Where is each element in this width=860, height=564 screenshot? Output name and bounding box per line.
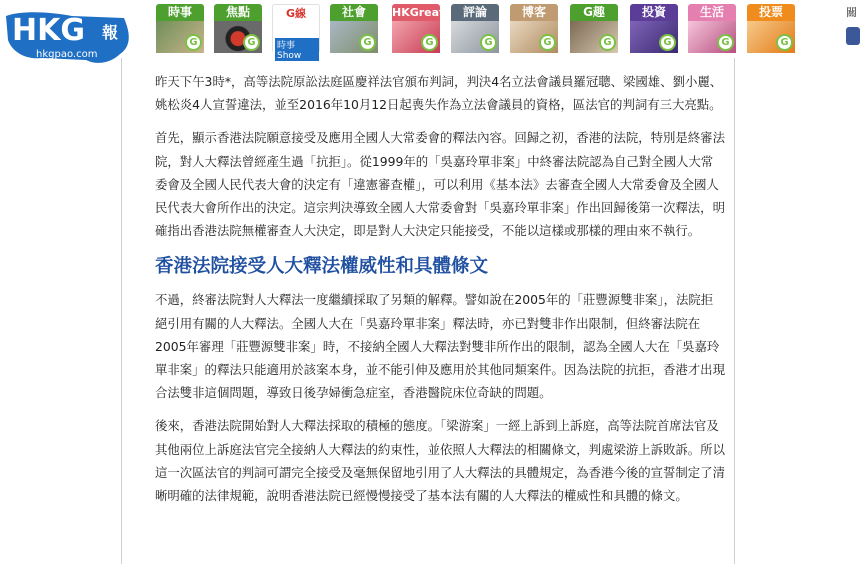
nav-tile-fun[interactable] (570, 4, 618, 53)
nav-tile-vote[interactable] (747, 4, 795, 53)
gline-subtitle: 時事Show (275, 38, 319, 61)
nav-label: 焦點 (225, 5, 250, 19)
paragraph: 首先，顯示香港法院願意接受及應用全國人大常委會的釋法內容。回歸之初，香港的法院，特別是終審法院，對人大釋法曾經產生過「抗拒」。從1999年的「吳嘉玲單非案」中終審法院認為自己對全國人大常委會及全國人民代表大會的決定有「違憲審查權」，可以利用《基本法》去審查全國人大常委會及全國人民代表大會所作出的決定。這宗判決導致全國人大常委會對「吳嘉玲單非案」作出回歸後第一次釋法，明確指出香港法院無權審查人大決定，即是對人大決定只能接受，不能以這樣或那樣的理由來不執行。 (155, 130, 725, 239)
article-content (155, 70, 725, 517)
nav-tile-commentary[interactable] (451, 4, 499, 53)
g-badge-icon: G (659, 34, 676, 51)
paragraph: 昨天下午3時*，高等法院原訟法庭區慶祥法官頒布判詞，判決4名立法會議員羅冠聰、梁國雄、劉小麗、姚松炎4人宣誓違法，並至2016年10月12日起喪失作為立法會議員的資格，區法官的判詞有三大亮點。 (155, 74, 723, 113)
g-badge-icon: G (480, 34, 497, 51)
nav-label: 博客 (521, 5, 546, 19)
nav-tile-news[interactable] (156, 4, 204, 53)
g-badge-icon: G (599, 34, 616, 51)
right-edge-panel (842, 0, 859, 58)
g-badge-icon: G (717, 34, 734, 51)
facebook-icon[interactable] (846, 27, 860, 45)
logo-text: HKG (12, 13, 85, 48)
logo-url: hkgpao.com (36, 49, 98, 60)
g-badge-icon: G (776, 34, 793, 51)
nav-tile-gline[interactable] (272, 4, 320, 61)
nav-label: 投資 (641, 5, 666, 19)
section-heading: 香港法院接受人大釋法權威性和具體條文 (155, 256, 489, 278)
nav-tile-blog[interactable] (510, 4, 558, 53)
nav-label: HKGreat (392, 6, 445, 19)
nav-tile-focus[interactable] (214, 4, 262, 53)
g-badge-icon: G (185, 34, 202, 51)
nav-label: 時事 (167, 5, 192, 19)
nav-label: G趣 (583, 5, 605, 19)
nav-tile-hkgreat[interactable] (392, 4, 445, 53)
g-badge-icon: G (421, 34, 438, 51)
nav-label: 生活 (699, 5, 724, 19)
logo-suffix: 報 (102, 23, 119, 42)
nav-tile-society[interactable] (330, 4, 378, 53)
right-edge-text: 關 (846, 6, 857, 19)
g-badge-icon: G (359, 34, 376, 51)
g-badge-icon: G (243, 34, 260, 51)
nav-tile-investment[interactable] (630, 4, 678, 53)
nav-label: 社會 (341, 5, 366, 19)
nav-tile-lifestyle[interactable] (688, 4, 736, 53)
top-navigation-bar (0, 0, 859, 61)
gline-thumbnail (273, 22, 319, 61)
paragraph: 後來，香港法院開始對人大釋法採取的積極的態度。「梁游案」一經上訴到上訴庭，高等法院首席法官及其他兩位上訴庭法官完全接納人大釋法的約束性，並依照人大釋法的相關條文，判處梁游上訴敗訴。所以這一次區法官的判詞可謂完全接受及毫無保留地引用了人大釋法的具體規定，為香港今後的宣誓制定了清晰明確的法律規範，說明香港法院已經慢慢接受了基本法有關的人大釋法的權威性和具體的條文。 (155, 418, 725, 504)
nav-label: 評論 (462, 5, 487, 19)
g-badge-icon: G (539, 34, 556, 51)
nav-label: 投票 (758, 5, 783, 19)
paragraph: 不過，終審法院對人大釋法一度繼續採取了另類的解釋。譬如說在2005年的「莊豐源雙非案」，法院拒絕引用有關的人大釋法。全國人大在「吳嘉玲單非案」釋法時，亦已對雙非作出限制，但終審法院在2005年審理「莊豐源雙非案」時，不接納全國人大釋法對雙非所作出的限制，認為全國人大在「吳嘉玲單非案」的釋法只能適用於該案本身，並不能引伸及應用於其他同類案件。因為法院的抗拒，香港才出現合法雙非這個問題，導致日後孕婦衝急症室，香港醫院床位奇缺的問題。 (155, 292, 725, 401)
nav-label: G線 (285, 7, 307, 20)
